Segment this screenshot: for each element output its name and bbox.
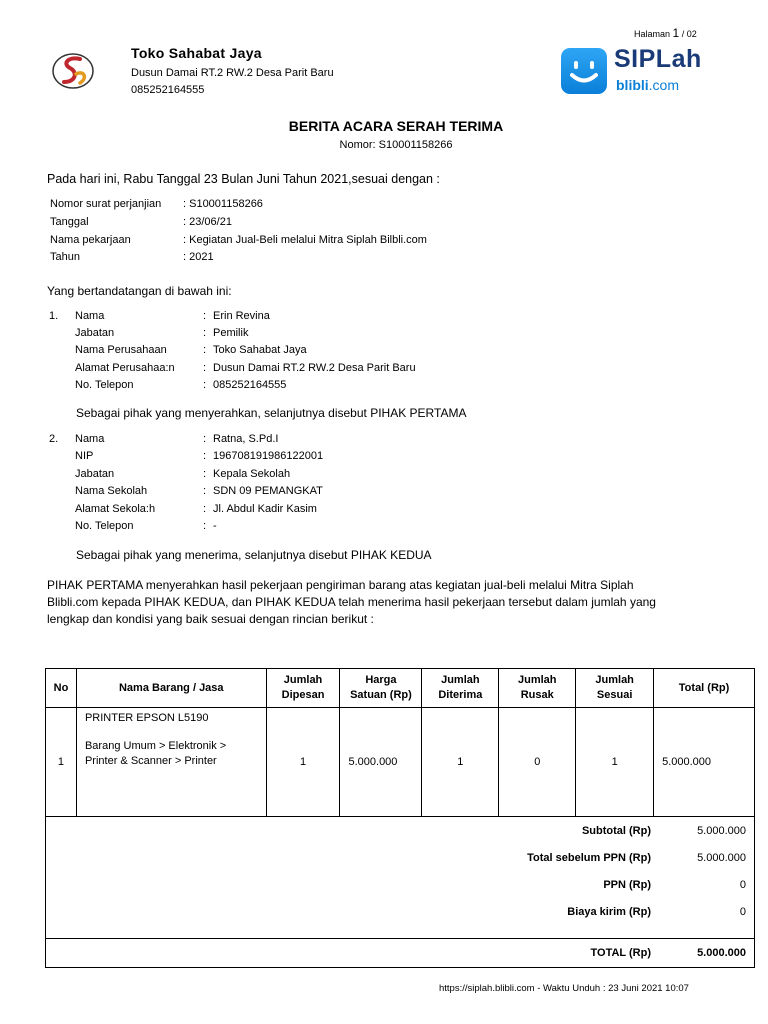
smile-icon — [561, 48, 607, 94]
colon: : — [203, 468, 207, 480]
party-value: - — [213, 520, 217, 532]
colon: : — [203, 310, 207, 322]
colon: : — [203, 485, 207, 497]
blibli-wordmark: blibli.com — [616, 77, 680, 93]
party-value: 196708191986122001 — [213, 450, 324, 462]
colon: : — [203, 503, 207, 515]
party-value: Jl. Abdul Kadir Kasim — [213, 503, 317, 515]
agreement-value: : 23/06/21 — [183, 216, 232, 228]
header-qty-damaged: Jumlah Rusak — [499, 669, 576, 708]
summary-label: PPN (Rp) — [603, 879, 651, 891]
party-value: Ratna, S.Pd.I — [213, 433, 279, 445]
cell-no: 1 — [46, 708, 77, 817]
summary-row — [46, 906, 746, 922]
agreement-value: : Kegiatan Jual-Beli melalui Mitra Siplah Bilbli.com — [183, 234, 427, 246]
header-qty-matched: Jumlah Sesuai — [576, 669, 654, 708]
grand-total-label: TOTAL (Rp) — [590, 947, 651, 959]
company-phone: 085252164555 — [131, 84, 205, 96]
agreement-label: Tahun — [50, 251, 80, 263]
page-total: / 02 — [681, 29, 697, 39]
party-label: No. Telepon — [75, 520, 134, 532]
colon: : — [203, 344, 207, 356]
table-row — [46, 708, 755, 817]
download-footer: https://siplah.blibli.com - Waktu Unduh : 23 Juni 2021 10:07 — [439, 983, 689, 994]
party-label: Nama Sekolah — [75, 485, 148, 497]
party-number: 2. — [49, 433, 59, 445]
colon: : — [203, 379, 207, 391]
party-second-note: Sebagai pihak yang menerima, selanjutnya disebut PIHAK KEDUA — [76, 548, 432, 562]
page-number — [634, 26, 697, 40]
items-table — [45, 668, 755, 817]
summary-row — [46, 825, 746, 841]
colon: : — [203, 450, 207, 462]
party-number: 1. — [49, 310, 59, 322]
summary-value: 5.000.000 — [697, 825, 746, 837]
cell-item-name — [76, 708, 266, 817]
party-first-note: Sebagai pihak yang menyerahkan, selanjutnya disebut PIHAK PERTAMA — [76, 406, 467, 420]
party-label: NIP — [75, 450, 94, 462]
summary-value: 5.000.000 — [697, 852, 746, 864]
agreement-label: Nama pekarjaan — [50, 234, 131, 246]
handover-paragraph — [47, 577, 727, 628]
company-name: Toko Sahabat Jaya — [131, 45, 262, 61]
party-label: Nama — [75, 433, 105, 445]
party-value: Dusun Damai RT.2 RW.2 Desa Parit Baru — [213, 362, 416, 374]
item-category: Printer & Scanner > Printer — [84, 755, 217, 767]
cell-unit-price: 5.000.000 — [340, 708, 422, 817]
summary-label: Subtotal (Rp) — [581, 825, 651, 837]
summary-box — [45, 812, 755, 968]
party-label: Nama Perusahaan — [75, 344, 167, 356]
colon: : — [203, 433, 207, 445]
party-value: Toko Sahabat Jaya — [213, 344, 307, 356]
document-number: Nomor: S10001158266 — [339, 139, 453, 151]
summary-value: 0 — [739, 906, 746, 918]
summary-label: Biaya kirim (Rp) — [567, 906, 651, 918]
paragraph-line: PIHAK PERTAMA menyerahkan hasil pekerjaan pengiriman barang atas kegiatan jual-beli melalui Mitra Siplah — [47, 578, 634, 592]
cell-qty-ordered: 1 — [266, 708, 340, 817]
agreement-value: : S10001158266 — [183, 198, 263, 210]
page-label: Halaman — [634, 29, 671, 39]
summary-value: 0 — [739, 879, 746, 891]
siplah-wordmark: SIPLah — [614, 45, 702, 73]
party-value: SDN 09 PEMANGKAT — [213, 485, 323, 497]
agreement-label: Tanggal — [50, 216, 89, 228]
party-value: Pemilik — [213, 327, 249, 339]
company-logo — [50, 50, 96, 92]
cell-qty-received: 1 — [422, 708, 499, 817]
party-label: Nama — [75, 310, 105, 322]
agreement-label: Nomor surat perjanjian — [50, 198, 162, 210]
summary-row — [46, 852, 746, 868]
company-address: Dusun Damai RT.2 RW.2 Desa Parit Baru — [131, 67, 334, 79]
colon: : — [203, 362, 207, 374]
cell-qty-damaged: 0 — [499, 708, 576, 817]
party-label: Alamat Sekola:h — [75, 503, 156, 515]
header-unit-price: Harga Satuan (Rp) — [340, 669, 422, 708]
party-label: No. Telepon — [75, 379, 134, 391]
paragraph-line: Blibli.com kepada PIHAK KEDUA, dan PIHAK KEDUA telah menerima hasil pekerjaan tersebut dalam jumlah yang — [47, 595, 656, 609]
siplah-blibli-logo — [561, 45, 731, 98]
party-value: Kepala Sekolah — [213, 468, 291, 480]
party-value: Erin Revina — [213, 310, 270, 322]
header-qty-ordered: Jumlah Dipesan — [266, 669, 340, 708]
grand-total-row — [46, 947, 746, 963]
header-no: No — [46, 669, 77, 708]
header-item-name: Nama Barang / Jasa — [76, 669, 266, 708]
cell-total: 5.000.000 — [654, 708, 755, 817]
header-total: Total (Rp) — [654, 669, 755, 708]
party-value: 085252164555 — [213, 379, 287, 391]
colon: : — [203, 327, 207, 339]
page-current: 1 — [672, 26, 680, 40]
cell-qty-matched: 1 — [576, 708, 654, 817]
summary-row — [46, 879, 746, 895]
signatories-intro: Yang bertandatangan di bawah ini: — [47, 284, 232, 298]
paragraph-line: lengkap dan kondisi yang baik sesuai dengan rincian berikut : — [47, 612, 374, 626]
document-title: BERITA ACARA SERAH TERIMA — [288, 118, 504, 134]
colon: : — [203, 520, 207, 532]
party-label: Jabatan — [75, 468, 115, 480]
item-name: PRINTER EPSON L5190 — [84, 712, 209, 724]
agreement-value: : 2021 — [183, 251, 214, 263]
party-label: Alamat Perusahaa:n — [75, 362, 175, 374]
summary-label: Total sebelum PPN (Rp) — [527, 852, 651, 864]
table-header-row — [46, 669, 755, 708]
total-divider — [46, 938, 754, 939]
grand-total-value: 5.000.000 — [697, 947, 746, 959]
header-qty-received: Jumlah Diterima — [422, 669, 499, 708]
intro-text: Pada hari ini, Rabu Tanggal 23 Bulan Juni Tahun 2021,sesuai dengan : — [47, 172, 440, 186]
item-category: Barang Umum > Elektronik > — [84, 740, 227, 752]
party-label: Jabatan — [75, 327, 115, 339]
